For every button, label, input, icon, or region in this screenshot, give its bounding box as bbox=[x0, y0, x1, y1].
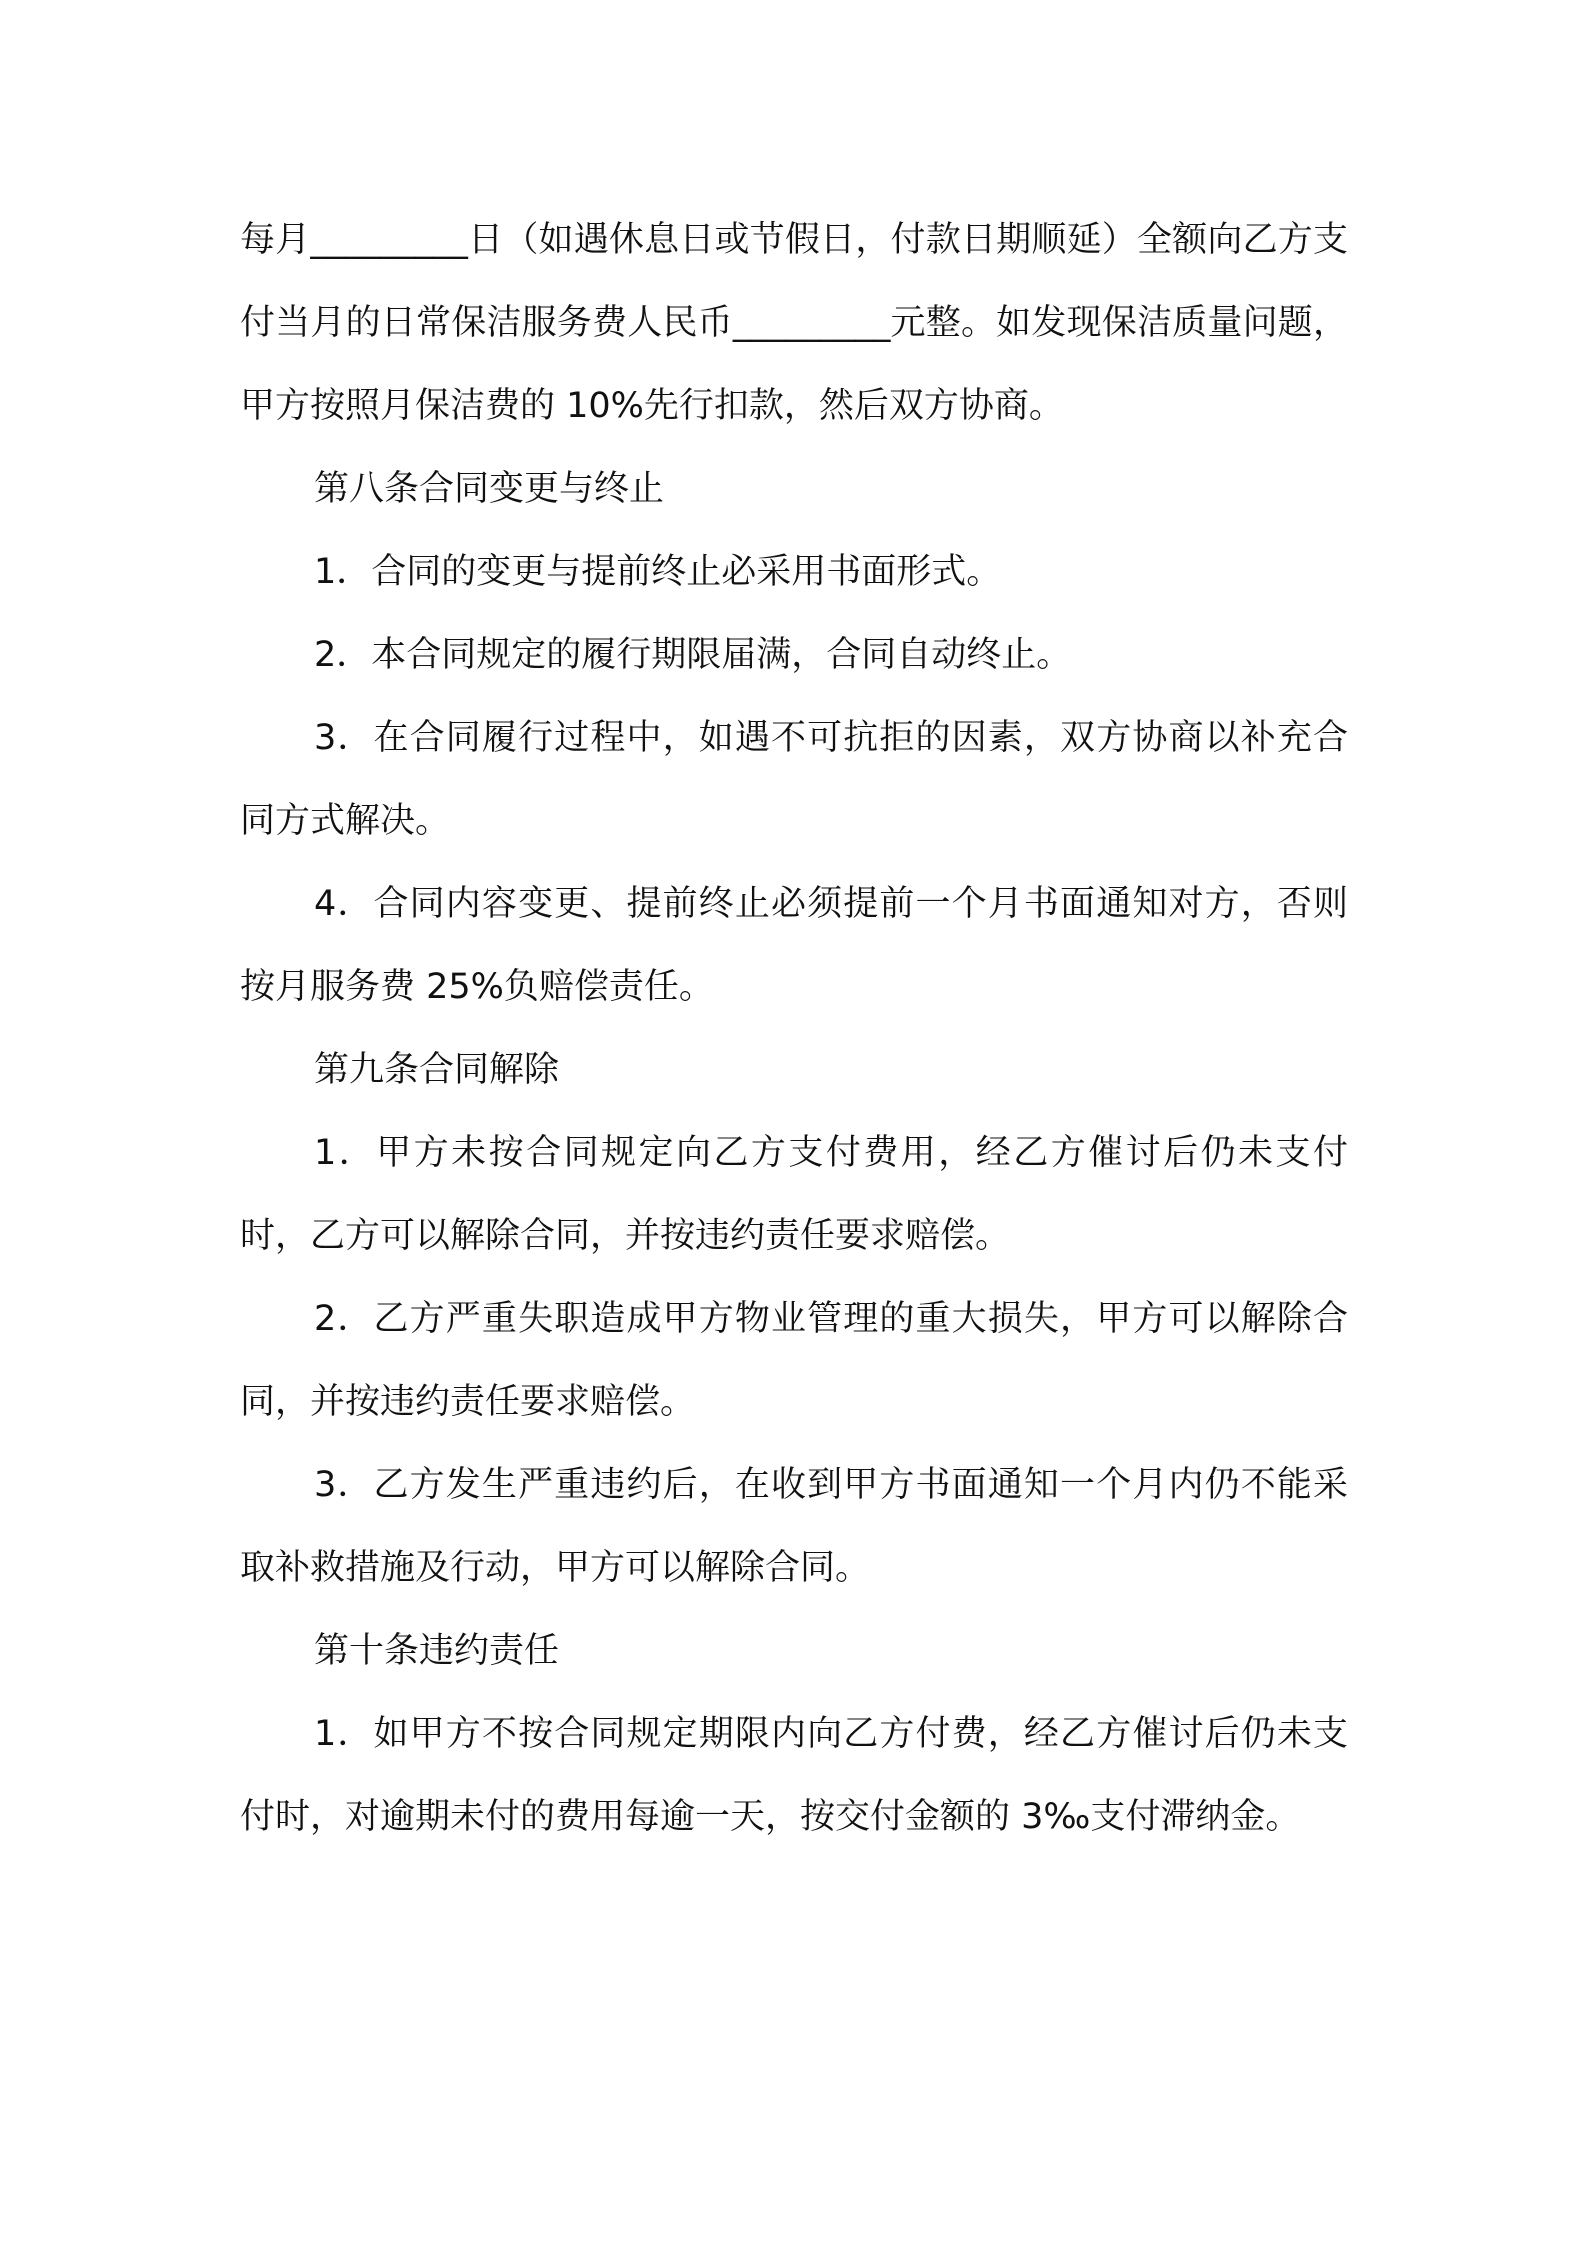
document-body bbox=[240, 199, 1348, 1859]
section-heading-article-9: 第九条合同解除 bbox=[314, 1050, 560, 1090]
section-heading-article-10: 第十条违约责任 bbox=[314, 1631, 560, 1671]
clause-9-1: 1．甲方未按合同规定向乙方支付费用，经乙方催讨后仍未支付时，乙方可以解除合同，并按违约责任要求赔偿。 bbox=[240, 1133, 1348, 1256]
clause-10-1: 1．如甲方不按合同规定期限内向乙方付费，经乙方催讨后仍未支付时，对逾期未付的费用每逾一天，按交付金额的 3‰支付滞纳金。 bbox=[240, 1714, 1348, 1837]
clause-8-2: 2．本合同规定的履行期限届满，合同自动终止。 bbox=[314, 635, 1072, 675]
clause-9-2: 2．乙方严重失职造成甲方物业管理的重大损失，甲方可以解除合同，并按违约责任要求赔偿。 bbox=[240, 1299, 1348, 1422]
section-heading-article-8: 第八条合同变更与终止 bbox=[314, 469, 665, 509]
clause-8-3: 3．在合同履行过程中，如遇不可抗拒的因素，双方协商以补充合同方式解决。 bbox=[240, 718, 1348, 841]
clause-8-4: 4．合同内容变更、提前终止必须提前一个月书面通知对方，否则按月服务费 25%负赔偿责任。 bbox=[240, 884, 1348, 1007]
clause-8-1: 1．合同的变更与提前终止必采用书面形式。 bbox=[314, 552, 1002, 592]
paragraph-payment-terms: 每月_________日（如遇休息日或节假日，付款日期顺延）全额向乙方支付当月的日常保洁服务费人民币_________元整。如发现保洁质量问题，甲方按照月保洁费的 10%先行扣款，然后双方协商。 bbox=[240, 220, 1348, 426]
clause-9-3: 3．乙方发生严重违约后，在收到甲方书面通知一个月内仍不能采取补救措施及行动，甲方可以解除合同。 bbox=[240, 1465, 1348, 1588]
